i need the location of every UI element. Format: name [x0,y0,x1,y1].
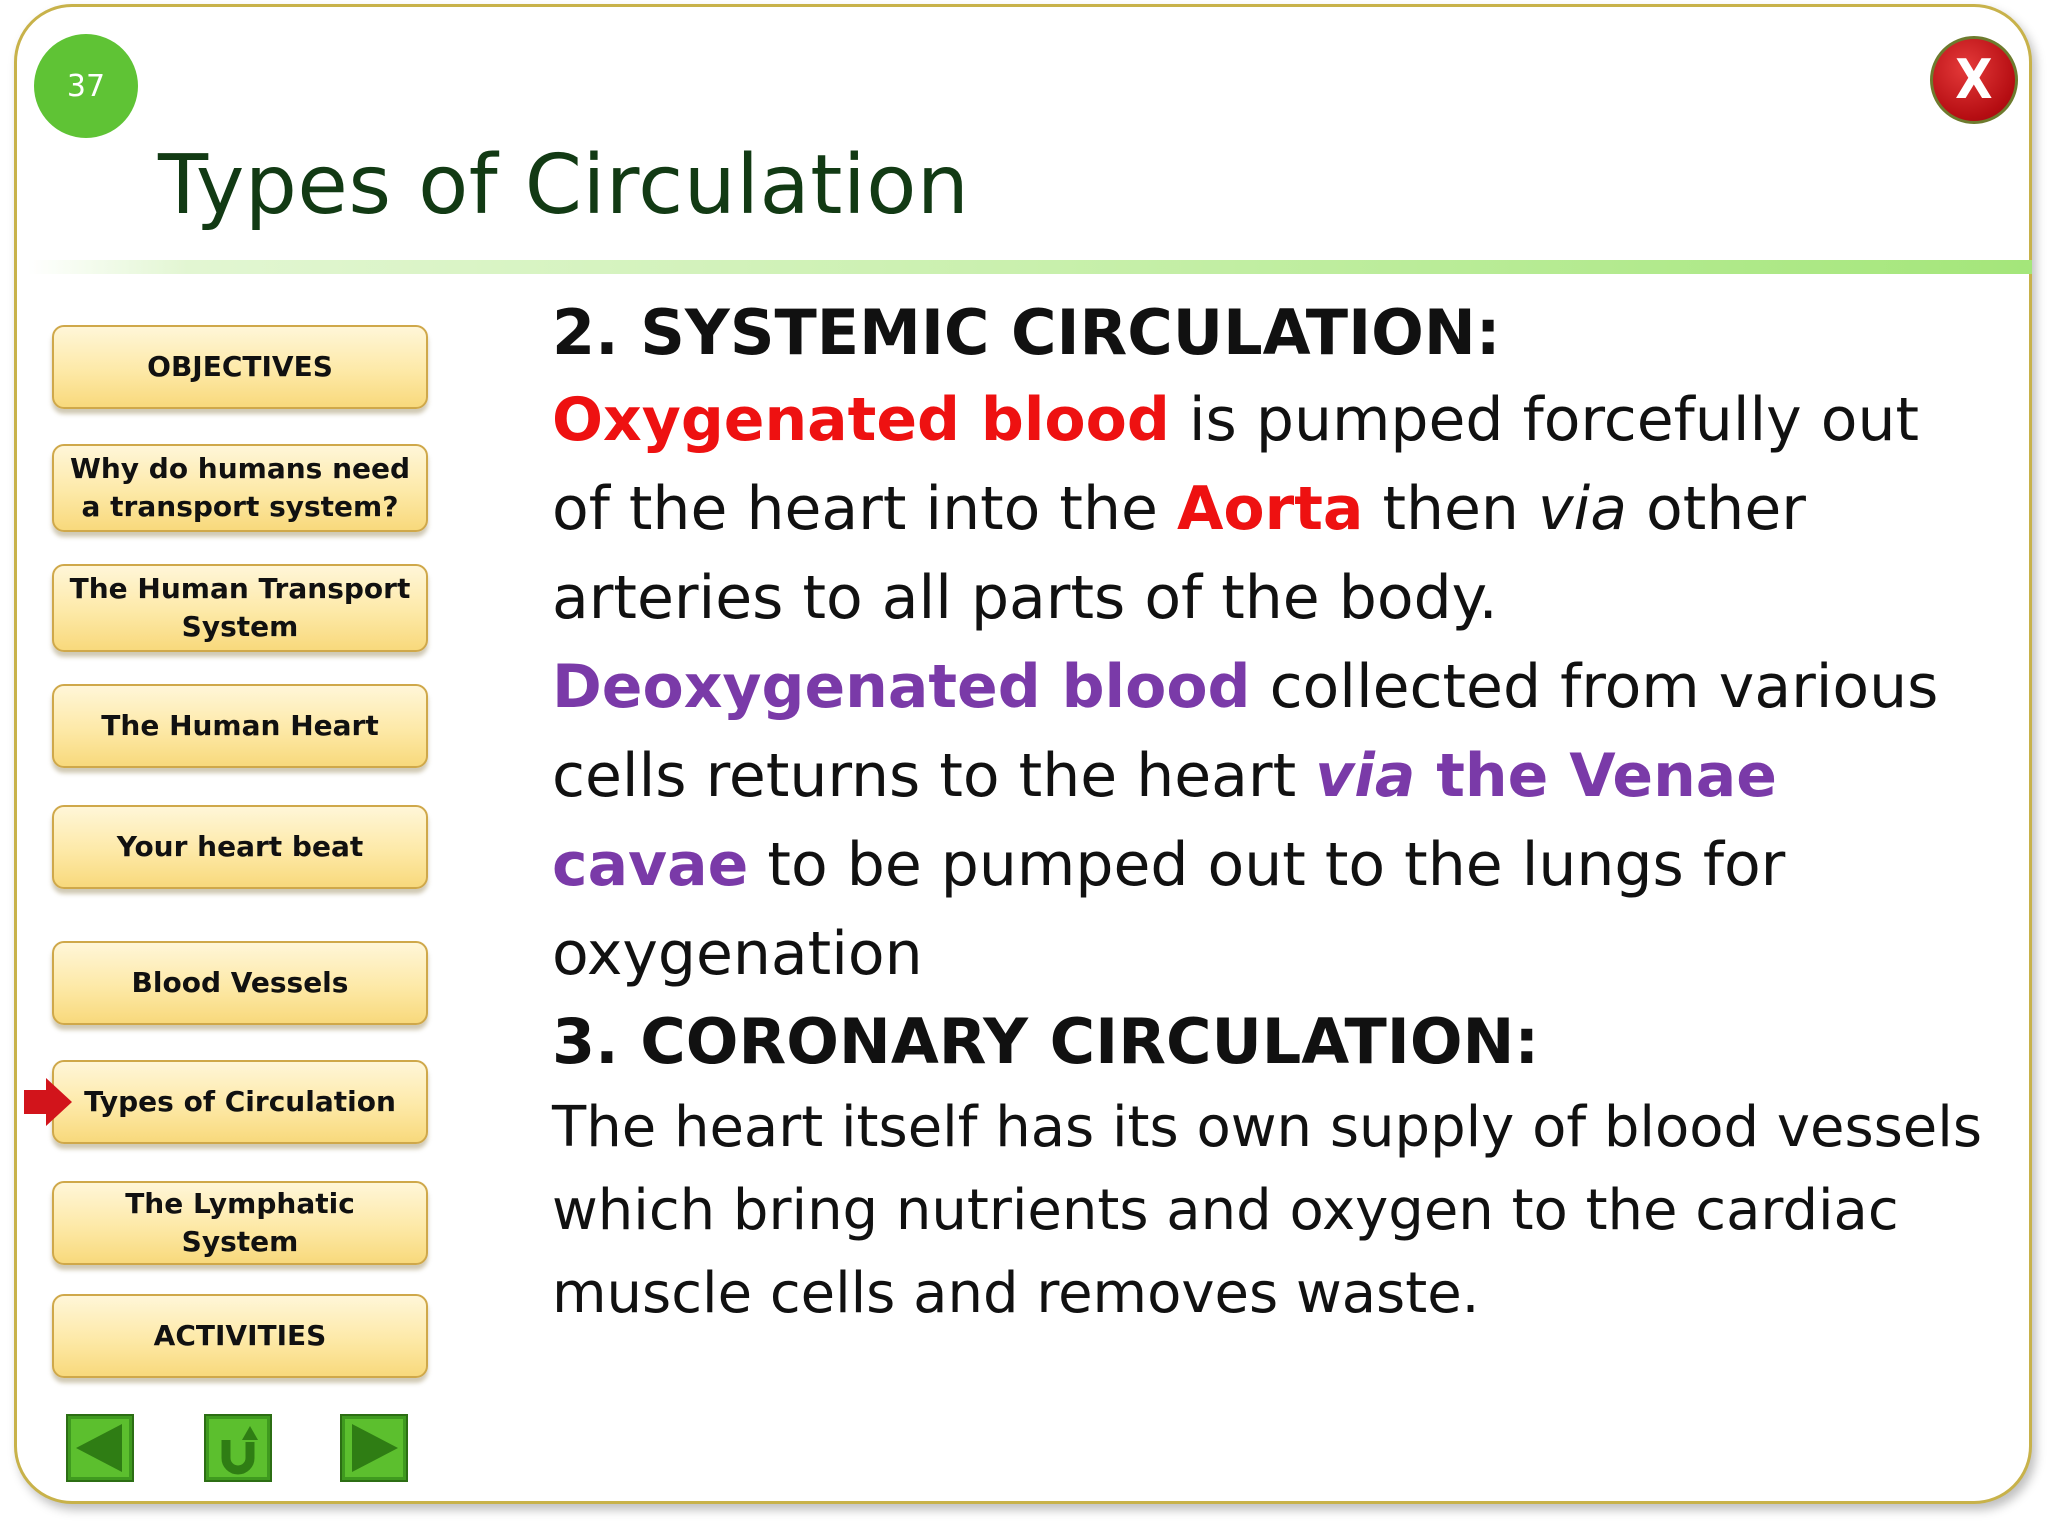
nav-button-blood-vessels[interactable]: Blood Vessels [52,941,428,1025]
previous-button[interactable] [66,1414,134,1482]
systemic-oxygenated-paragraph [552,376,1992,643]
term-venae-cavae: the Venae cavae [552,741,1777,901]
next-arrow-icon [340,1414,408,1482]
text-segment: to be pumped out to the lungs for oxygenation [552,830,1786,990]
nav-button-activities[interactable]: ACTIVITIES [52,1294,428,1378]
term-deoxygenated-blood: Deoxygenated blood [552,652,1251,723]
close-icon: X [1955,48,1993,111]
return-icon [204,1414,272,1482]
previous-arrow-icon [66,1414,134,1482]
systemic-heading: 2. SYSTEMIC CIRCULATION: [552,296,1501,369]
sidebar-nav [52,0,432,1536]
nav-button-why-transport[interactable]: Why do humans need a transport system? [52,444,428,532]
return-button[interactable] [204,1414,272,1482]
text-via: via [1538,474,1627,545]
slide-title: Types of Circulation [158,138,970,233]
term-oxygenated-blood: Oxygenated blood [552,385,1170,456]
text-segment: then [1363,474,1539,545]
systemic-deoxygenated-paragraph [552,643,1992,999]
nav-button-heart-beat[interactable]: Your heart beat [52,805,428,889]
coronary-heading: 3. CORONARY CIRCULATION: [552,1005,1540,1079]
text-via-emphasis: via [1315,741,1416,812]
nav-button-objectives[interactable]: OBJECTIVES [52,325,428,409]
main-content [552,296,1992,1335]
close-button[interactable] [1930,36,2018,124]
term-aorta: Aorta [1176,474,1364,545]
nav-button-human-heart[interactable]: The Human Heart [52,684,428,768]
nav-button-types-of-circulation[interactable]: Types of Circulation [52,1060,428,1144]
nav-button-human-transport-system[interactable]: The Human Transport System [52,564,428,652]
next-button[interactable] [340,1414,408,1482]
text-segment: other arteries to all parts of the body. [552,474,1806,634]
text-segment: collected from various cells returns to the heart [552,652,1939,812]
page-number: 37 [66,68,106,104]
text-segment: is pumped forcefully out of the heart into the [552,385,1920,545]
current-page-arrow-icon [24,1078,72,1126]
nav-button-lymphatic-system[interactable]: The Lymphatic System [52,1181,428,1265]
coronary-paragraph: The heart itself has its own supply of blood vessels which bring nutrients and oxygen to the cardiac muscle cells and removes waste. [552,1094,1982,1326]
